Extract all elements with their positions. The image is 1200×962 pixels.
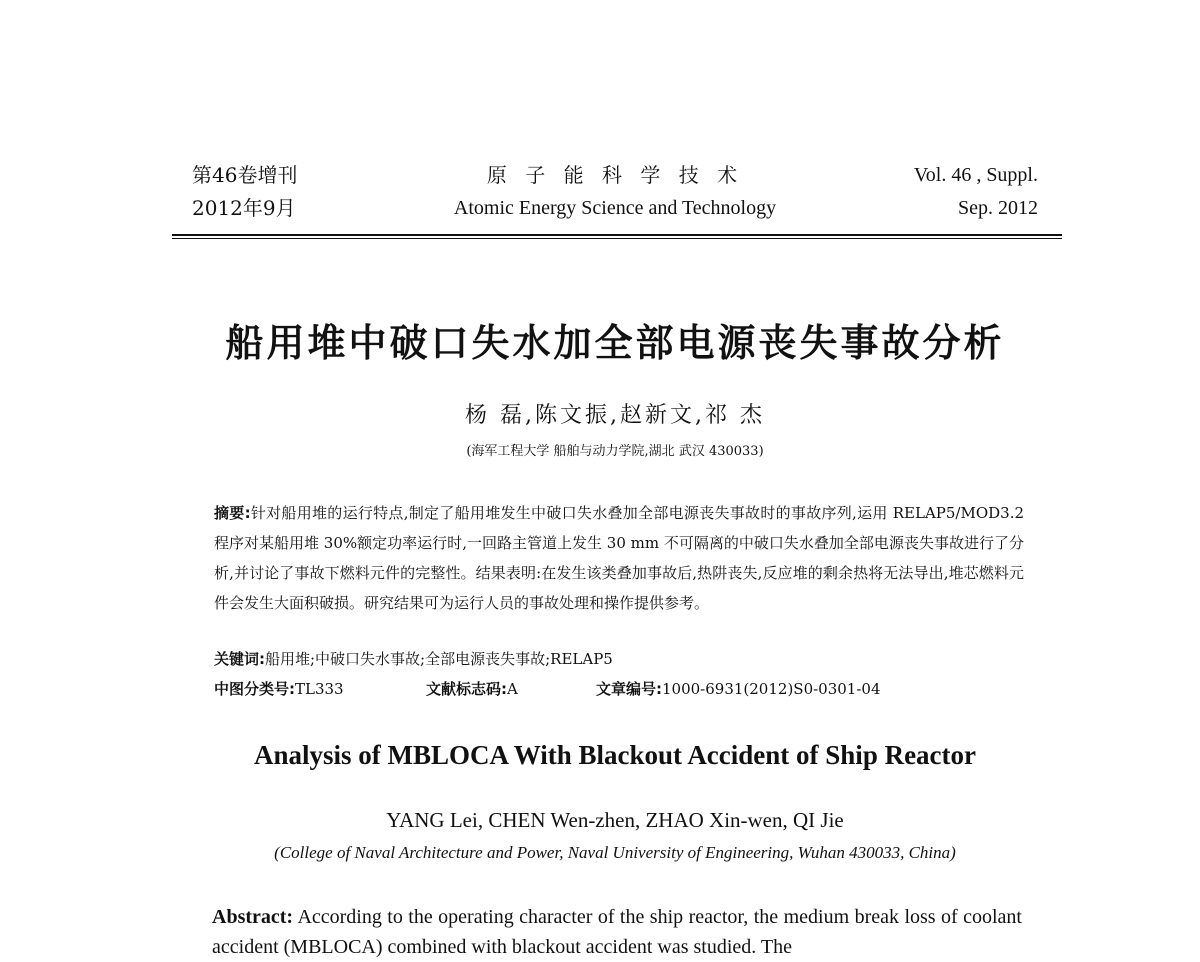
publication-date-cn: 2012年9月 (192, 196, 296, 220)
doc-code-label: 文献标志码: (426, 680, 507, 698)
abstract-cn-text: 针对船用堆的运行特点,制定了船用堆发生中破口失水叠加全部电源丧失事故时的事故序列,运用 RELAP5/MOD3.2 程序对某船用堆 30%额定功率运行时,一回路主管道上发生 30 mm 不可隔离的中破口失水叠加全部电源丧失事故进行了分析,并讨论了事故下燃料元件的完整性。结果表明:在发生该类叠加事故后,热阱丧失,反应堆的剩余热将无法导出,堆芯燃料元件会发生大面积破损。研究结果可为运行人员的事故处理和操作提供参考。 (214, 504, 1025, 612)
affiliation-cn: (海军工程大学 船舶与动力学院,湖北 武汉 430033) (466, 444, 764, 459)
clc-value: TL333 (295, 680, 344, 698)
journal-name-cn: 原 子 能 科 学 技 术 (486, 163, 744, 187)
paper-title-en: Analysis of MBLOCA With Blackout Accident of Ship Reactor (253, 740, 977, 770)
abstract-en-text: According to the operating character of the ship reactor, the medium break loss of coolant accident (MBLOCA) combined with blackout accident was studied. The (212, 906, 1022, 958)
volume-issue: 第46卷增刊 (192, 163, 298, 187)
abstract-cn (214, 498, 1024, 618)
abstract-en-label: Abstract: (212, 906, 294, 928)
authors-en: YANG Lei, CHEN Wen-zhen, ZHAO Xin-wen, QI Jie (386, 808, 844, 832)
affiliation-en: (College of Naval Architecture and Power, Naval University of Engineering, Wuhan 430033, China) (274, 843, 956, 862)
volume-en: Vol. 46 , Suppl. (913, 164, 1038, 186)
article-no-value: 1000-6931(2012)S0-0301-04 (662, 680, 881, 698)
authors-cn: 杨 磊,陈文振,赵新文,祁 杰 (465, 403, 765, 428)
abstract-cn-label: 摘要: (214, 504, 251, 522)
clc-number (214, 678, 344, 700)
header-rule-thick (172, 234, 1062, 236)
header-rule-thin (172, 238, 1062, 239)
abstract-en (212, 902, 1022, 962)
clc-label: 中图分类号: (214, 680, 295, 698)
doc-code-value: A (507, 680, 518, 698)
journal-name-en: Atomic Energy Science and Technology (453, 197, 777, 219)
keywords-text: 船用堆;中破口失水事故;全部电源丧失事故;RELAP5 (265, 650, 613, 668)
article-no-label: 文章编号: (596, 680, 662, 698)
keywords-label: 关键词: (214, 650, 265, 668)
publication-date-en: Sep. 2012 (958, 197, 1038, 219)
document-code (426, 678, 518, 700)
keywords-cn (214, 648, 613, 670)
article-number (596, 678, 881, 700)
paper-title-cn: 船用堆中破口失水加全部电源丧失事故分析 (225, 321, 1005, 365)
